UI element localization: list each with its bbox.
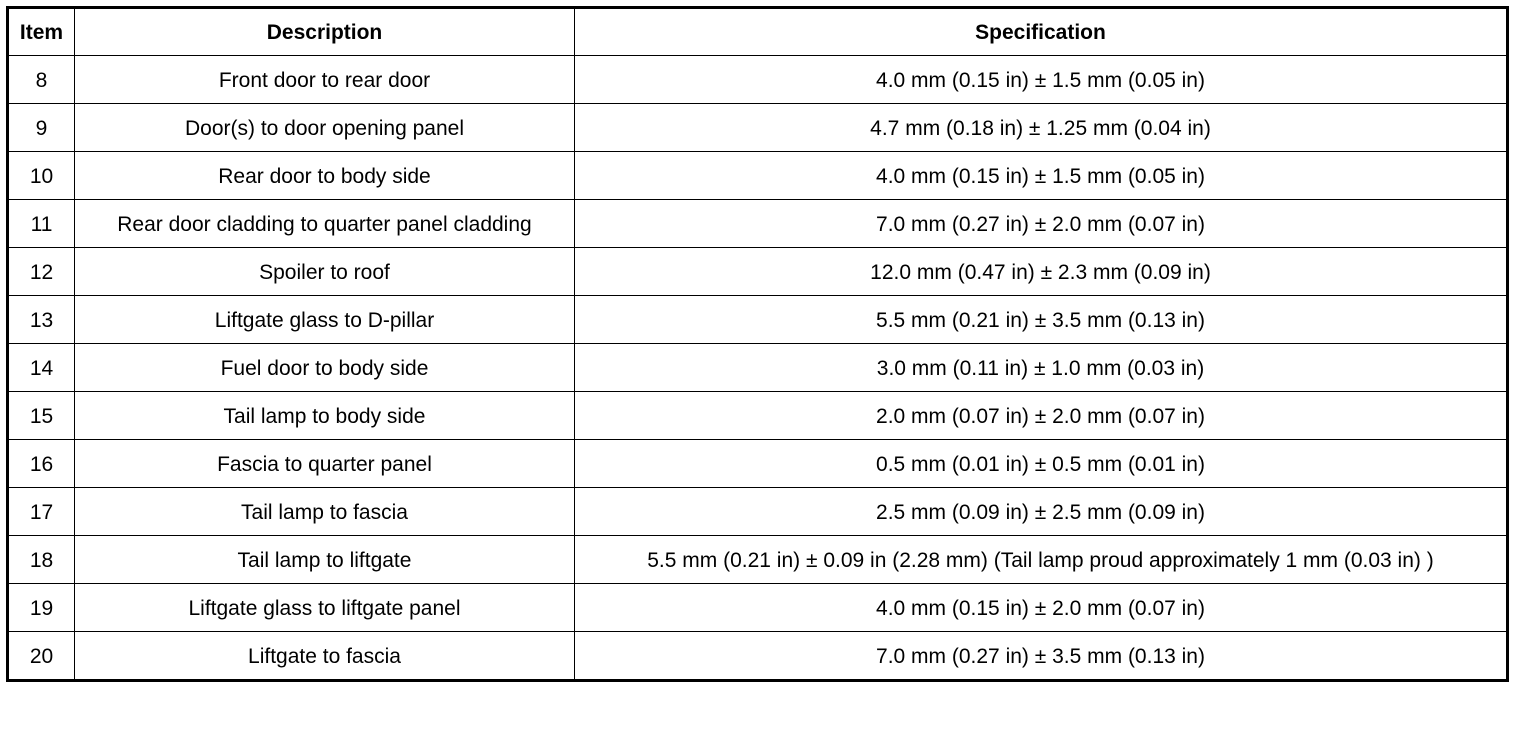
row-specification-cell: 4.7 mm (0.18 in) ± 1.25 mm (0.04 in): [575, 104, 1508, 152]
row-item-cell: 8: [8, 56, 75, 104]
row-description-cell: Front door to rear door: [75, 56, 575, 104]
table-row: [8, 584, 1508, 632]
row-description-cell: Fuel door to body side: [75, 344, 575, 392]
header-specification: Specification: [575, 8, 1508, 56]
row-description-cell: Rear door cladding to quarter panel cladding: [75, 200, 575, 248]
table-row: [8, 392, 1508, 440]
header-description: Description: [75, 8, 575, 56]
row-description-cell: Tail lamp to body side: [75, 392, 575, 440]
row-item-cell: 16: [8, 440, 75, 488]
table-row: [8, 56, 1508, 104]
row-description-cell: Liftgate glass to D-pillar: [75, 296, 575, 344]
table-row: [8, 152, 1508, 200]
row-description-cell: Liftgate to fascia: [75, 632, 575, 681]
row-item-cell: 11: [8, 200, 75, 248]
table-row: [8, 440, 1508, 488]
row-description-cell: Spoiler to roof: [75, 248, 575, 296]
row-specification-cell: 4.0 mm (0.15 in) ± 1.5 mm (0.05 in): [575, 152, 1508, 200]
header-row: [8, 8, 1508, 56]
row-item-cell: 19: [8, 584, 75, 632]
row-specification-cell: 4.0 mm (0.15 in) ± 2.0 mm (0.07 in): [575, 584, 1508, 632]
row-description-cell: Fascia to quarter panel: [75, 440, 575, 488]
row-specification-cell: 7.0 mm (0.27 in) ± 3.5 mm (0.13 in): [575, 632, 1508, 681]
table-body: [8, 56, 1508, 681]
row-item-cell: 9: [8, 104, 75, 152]
row-item-cell: 15: [8, 392, 75, 440]
table-row: [8, 488, 1508, 536]
row-specification-cell: 0.5 mm (0.01 in) ± 0.5 mm (0.01 in): [575, 440, 1508, 488]
row-item-cell: 18: [8, 536, 75, 584]
table-row: [8, 248, 1508, 296]
row-item-cell: 17: [8, 488, 75, 536]
row-description-cell: Door(s) to door opening panel: [75, 104, 575, 152]
row-item-cell: 13: [8, 296, 75, 344]
table-row: [8, 632, 1508, 681]
table-row: [8, 296, 1508, 344]
table-row: [8, 536, 1508, 584]
table-row: [8, 104, 1508, 152]
row-specification-cell: 2.0 mm (0.07 in) ± 2.0 mm (0.07 in): [575, 392, 1508, 440]
row-item-cell: 20: [8, 632, 75, 681]
row-item-cell: 10: [8, 152, 75, 200]
row-description-cell: Tail lamp to fascia: [75, 488, 575, 536]
row-description-cell: Tail lamp to liftgate: [75, 536, 575, 584]
row-specification-cell: 5.5 mm (0.21 in) ± 0.09 in (2.28 mm) (Tail lamp proud approximately 1 mm (0.03 in) ): [575, 536, 1508, 584]
row-description-cell: Rear door to body side: [75, 152, 575, 200]
row-description-cell: Liftgate glass to liftgate panel: [75, 584, 575, 632]
table-row: [8, 200, 1508, 248]
table-header: [8, 8, 1508, 56]
row-specification-cell: 2.5 mm (0.09 in) ± 2.5 mm (0.09 in): [575, 488, 1508, 536]
specification-table: [6, 6, 1509, 682]
row-specification-cell: 3.0 mm (0.11 in) ± 1.0 mm (0.03 in): [575, 344, 1508, 392]
row-specification-cell: 4.0 mm (0.15 in) ± 1.5 mm (0.05 in): [575, 56, 1508, 104]
row-item-cell: 12: [8, 248, 75, 296]
row-item-cell: 14: [8, 344, 75, 392]
table-row: [8, 344, 1508, 392]
row-specification-cell: 5.5 mm (0.21 in) ± 3.5 mm (0.13 in): [575, 296, 1508, 344]
header-item: Item: [8, 8, 75, 56]
row-specification-cell: 12.0 mm (0.47 in) ± 2.3 mm (0.09 in): [575, 248, 1508, 296]
row-specification-cell: 7.0 mm (0.27 in) ± 2.0 mm (0.07 in): [575, 200, 1508, 248]
